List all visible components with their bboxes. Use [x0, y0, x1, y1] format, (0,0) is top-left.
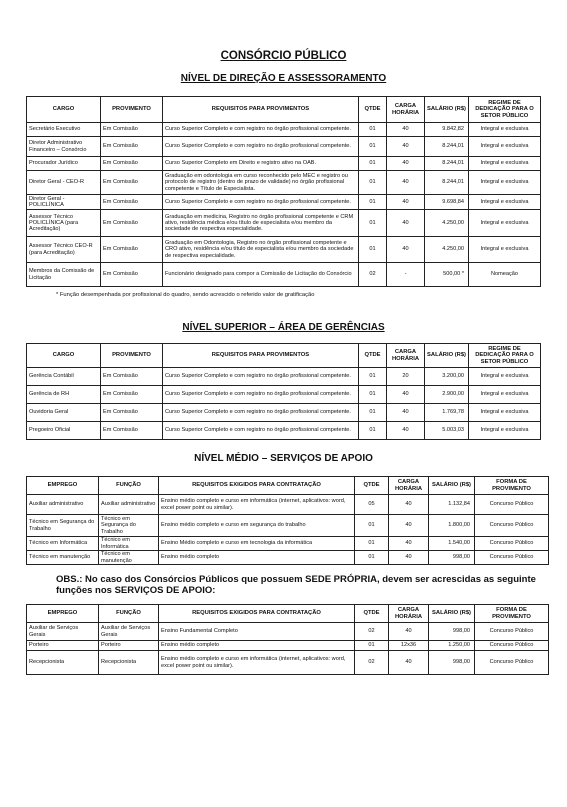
- table-row: [27, 623, 549, 641]
- cell-regime: Integral e exclusiva: [469, 137, 541, 157]
- cell-cargo: Gerência Contábil: [27, 368, 101, 386]
- cell-provimento: Em Comissão: [101, 171, 163, 195]
- cell-carga: 40: [389, 623, 429, 641]
- cell-requisitos: Curso Superior Completo e com registro no órgão profissional competente.: [163, 137, 359, 157]
- cell-forma: Concurso Público: [475, 641, 549, 651]
- cell-requisitos: Curso Superior Completo e com registro no órgão profissional competente.: [163, 422, 359, 440]
- table-row: [27, 537, 549, 551]
- cell-forma: Concurso Público: [475, 651, 549, 675]
- cell-cargo: Gerência de RH: [27, 386, 101, 404]
- cell-cargo: Secretário Executivo: [27, 123, 101, 137]
- table-medio: [26, 476, 549, 565]
- page-title: CONSÓRCIO PÚBLICO: [220, 50, 347, 62]
- header-cell: CARGA HORÁRIA: [387, 344, 425, 368]
- cell-requisitos: Curso Superior Completo e com registro no órgão profissional competente.: [163, 386, 359, 404]
- cell-cargo: Assessor Técnico POLICLÍNICA (para Acreditação): [27, 210, 101, 237]
- cell-emprego: Técnico em manutenção: [27, 551, 99, 565]
- header-cell: SALÁRIO (R$): [425, 97, 469, 123]
- table-row: [27, 195, 541, 210]
- header-cell: SALÁRIO (R$): [429, 477, 475, 495]
- cell-regime: Integral e exclusiva: [469, 157, 541, 171]
- cell-funcao: Técnico em Segurança do Trabalho: [99, 515, 159, 537]
- obs-note: OBS.: No caso dos Consórcios Públicos que possuem SEDE PRÓPRIA, devem ser acrescidas as seguinte funções nos SERVIÇOS DE APOIO:: [56, 574, 536, 596]
- cell-regime: Integral e exclusiva: [469, 195, 541, 210]
- cell-funcao: Recepcionista: [99, 651, 159, 675]
- cell-salario: 1.800,00: [429, 515, 475, 537]
- cell-cargo: Membros da Comissão de Licitação: [27, 263, 101, 287]
- cell-forma: Concurso Público: [475, 515, 549, 537]
- header-cell: PROVIMENTO: [101, 344, 163, 368]
- cell-provimento: Em Comissão: [101, 404, 163, 422]
- header-cell: REQUISITOS PARA PROVIMENTOS: [163, 97, 359, 123]
- cell-carga: 40: [387, 137, 425, 157]
- table-row: [27, 123, 541, 137]
- table-row: [27, 368, 541, 386]
- cell-carga: 40: [387, 157, 425, 171]
- header-cell: CARGO: [27, 97, 101, 123]
- cell-carga: 20: [387, 368, 425, 386]
- cell-requisitos: Curso Superior Completo em Direito e registro ativo na OAB.: [163, 157, 359, 171]
- cell-emprego: Técnico em Informática: [27, 537, 99, 551]
- cell-cargo: Diretor Administrativo Financeiro – Consórcio: [27, 137, 101, 157]
- header-cell: CARGO: [27, 344, 101, 368]
- cell-carga: 40: [389, 495, 429, 515]
- cell-regime: Integral e exclusiva: [469, 210, 541, 237]
- table-row: [27, 137, 541, 157]
- table-header-row: [27, 477, 549, 495]
- section-title-medio: NÍVEL MÉDIO – SERVIÇOS DE APOIO: [194, 453, 373, 464]
- cell-salario: 1.540,00: [429, 537, 475, 551]
- cell-provimento: Em Comissão: [101, 368, 163, 386]
- header-cell: CARGA HORÁRIA: [389, 605, 429, 623]
- cell-salario: 4.250,00: [425, 210, 469, 237]
- cell-funcao: Auxiliar administrativo: [99, 495, 159, 515]
- cell-carga: 12x36: [389, 641, 429, 651]
- header-cell: SALÁRIO (R$): [429, 605, 475, 623]
- cell-salario: 1.132,84: [429, 495, 475, 515]
- header-cell: EMPREGO: [27, 605, 99, 623]
- cell-salario: 4.250,00: [425, 237, 469, 263]
- header-cell: EMPREGO: [27, 477, 99, 495]
- header-cell: REQUISITOS EXIGIDOS PARA CONTRATAÇÃO: [159, 477, 355, 495]
- cell-regime: Integral e exclusiva: [469, 368, 541, 386]
- table-header-row: [27, 97, 541, 123]
- cell-requisitos: Funcionário designado para compor a Comissão de Licitação do Consórcio: [163, 263, 359, 287]
- cell-requisitos: Ensino médio completo e curso em informática (internet, aplicativos: word, excel power point ou similar).: [159, 651, 355, 675]
- table-row: [27, 386, 541, 404]
- header-cell: REGIME DE DEDICAÇÃO PARA O SETOR PÚBLICO: [469, 97, 541, 123]
- cell-requisitos: Ensino Médio completo e curso em tecnologia da informática: [159, 537, 355, 551]
- cell-qtde: 01: [355, 537, 389, 551]
- cell-requisitos: Graduação em medicina, Registro no órgão profissional competente e CRM ativo, residência médica e/ou título de especialista e/ou membro da sociedade de respectiva especialidade.: [163, 210, 359, 237]
- table-header-row: [27, 344, 541, 368]
- cell-provimento: Em Comissão: [101, 195, 163, 210]
- cell-emprego: Porteiro: [27, 641, 99, 651]
- header-cell: QTDE: [355, 477, 389, 495]
- cell-requisitos: Ensino Fundamental Completo: [159, 623, 355, 641]
- cell-qtde: 02: [355, 651, 389, 675]
- cell-qtde: 01: [359, 210, 387, 237]
- cell-regime: Integral e exclusiva: [469, 386, 541, 404]
- cell-salario: 8.244,01: [425, 171, 469, 195]
- table-row: [27, 641, 549, 651]
- cell-regime: Integral e exclusiva: [469, 237, 541, 263]
- cell-provimento: Em Comissão: [101, 422, 163, 440]
- table-superior: [26, 343, 541, 440]
- cell-salario: 8.244,01: [425, 137, 469, 157]
- cell-cargo: Ouvidoria Geral: [27, 404, 101, 422]
- table-row: [27, 515, 549, 537]
- header-cell: CARGA HORÁRIA: [389, 477, 429, 495]
- cell-carga: 40: [387, 195, 425, 210]
- cell-qtde: 01: [359, 123, 387, 137]
- cell-regime: Integral e exclusiva: [469, 123, 541, 137]
- section-title-superior: NÍVEL SUPERIOR – ÁREA DE GERÊNCIAS: [182, 322, 385, 333]
- cell-requisitos: Graduação em odontologia em curso reconhecido pelo MEC e registro ou protocolo de registro (dentro de prazo de validade) no órgão profissional competente e Título de Especialista.: [163, 171, 359, 195]
- cell-carga: -: [387, 263, 425, 287]
- cell-requisitos: Curso Superior Completo e com registro no órgão profissional competente.: [163, 195, 359, 210]
- cell-qtde: 01: [355, 551, 389, 565]
- header-cell: QTDE: [355, 605, 389, 623]
- table-row: [27, 404, 541, 422]
- cell-emprego: Técnico em Segurança do Trabalho: [27, 515, 99, 537]
- cell-forma: Concurso Público: [475, 537, 549, 551]
- cell-emprego: Auxiliar de Serviços Gerais: [27, 623, 99, 641]
- table-row: [27, 237, 541, 263]
- header-cell: PROVIMENTO: [101, 97, 163, 123]
- cell-qtde: 02: [359, 263, 387, 287]
- cell-requisitos: Ensino médio completo: [159, 641, 355, 651]
- cell-carga: 40: [389, 651, 429, 675]
- cell-provimento: Em Comissão: [101, 386, 163, 404]
- cell-cargo: Assessor Técnico CEO-R (para Acreditação): [27, 237, 101, 263]
- cell-requisitos: Ensino médio completo: [159, 551, 355, 565]
- cell-cargo: Pregoeiro Oficial: [27, 422, 101, 440]
- header-cell: QTDE: [359, 97, 387, 123]
- cell-qtde: 01: [359, 157, 387, 171]
- table-row: [27, 210, 541, 237]
- cell-salario: 2.900,00: [425, 386, 469, 404]
- cell-carga: 40: [389, 537, 429, 551]
- cell-carga: 40: [387, 210, 425, 237]
- cell-cargo: Diretor Geral - CEO-R: [27, 171, 101, 195]
- cell-salario: 9.698,84: [425, 195, 469, 210]
- table-row: [27, 157, 541, 171]
- header-cell: REQUISITOS PARA PROVIMENTOS: [163, 344, 359, 368]
- cell-salario: 1.769,78: [425, 404, 469, 422]
- cell-requisitos: Ensino médio completo e curso em segurança do trabalho: [159, 515, 355, 537]
- cell-qtde: 01: [355, 515, 389, 537]
- cell-forma: Concurso Público: [475, 551, 549, 565]
- header-cell: CARGA HORÁRIA: [387, 97, 425, 123]
- header-cell: FORMA DE PROVIMENTO: [475, 477, 549, 495]
- cell-salario: 500,00 *: [425, 263, 469, 287]
- cell-carga: 40: [387, 123, 425, 137]
- cell-salario: 998,00: [429, 623, 475, 641]
- cell-qtde: 01: [359, 386, 387, 404]
- cell-requisitos: Curso Superior Completo e com registro no órgão profissional competente.: [163, 123, 359, 137]
- cell-qtde: 01: [355, 641, 389, 651]
- table-header-row: [27, 605, 549, 623]
- cell-qtde: 01: [359, 171, 387, 195]
- header-cell: SALÁRIO (R$): [425, 344, 469, 368]
- cell-qtde: 02: [355, 623, 389, 641]
- table-row: [27, 422, 541, 440]
- cell-funcao: Porteiro: [99, 641, 159, 651]
- cell-forma: Concurso Público: [475, 495, 549, 515]
- cell-carga: 40: [387, 404, 425, 422]
- cell-funcao: Auxiliar de Serviços Gerais: [99, 623, 159, 641]
- cell-emprego: Auxiliar administrativo: [27, 495, 99, 515]
- table-row: [27, 171, 541, 195]
- table-row: [27, 263, 541, 287]
- cell-requisitos: Graduação em Odontologia, Registro no órgão profissional competente e CRO ativo, residência e/ou título de especialista e/ou membro da sociedade de respectiva especialidade.: [163, 237, 359, 263]
- table-row: [27, 651, 549, 675]
- cell-provimento: Em Comissão: [101, 263, 163, 287]
- footnote: * Função desempenhada por profissional do quadro, sendo acrescido o referido valor de gratificação: [56, 292, 315, 298]
- cell-carga: 40: [389, 515, 429, 537]
- table-direcao: [26, 96, 541, 287]
- cell-regime: Integral e exclusiva: [469, 404, 541, 422]
- cell-carga: 40: [387, 237, 425, 263]
- cell-provimento: Em Comissão: [101, 237, 163, 263]
- cell-regime: Nomeação: [469, 263, 541, 287]
- header-cell: REQUISITOS EXIGIDOS PARA CONTRATAÇÃO: [159, 605, 355, 623]
- cell-cargo: Diretor Geral - POLICLÍNICA: [27, 195, 101, 210]
- header-cell: FUNÇÃO: [99, 477, 159, 495]
- table-row: [27, 551, 549, 565]
- cell-qtde: 01: [359, 422, 387, 440]
- cell-provimento: Em Comissão: [101, 137, 163, 157]
- table-sede-propria: [26, 604, 549, 675]
- cell-carga: 40: [387, 171, 425, 195]
- cell-qtde: 05: [355, 495, 389, 515]
- cell-salario: 3.200,00: [425, 368, 469, 386]
- cell-provimento: Em Comissão: [101, 157, 163, 171]
- cell-cargo: Procurador Jurídico: [27, 157, 101, 171]
- cell-requisitos: Curso Superior Completo e com registro no órgão profissional competente.: [163, 368, 359, 386]
- cell-salario: 8.244,01: [425, 157, 469, 171]
- cell-salario: 998,00: [429, 551, 475, 565]
- header-cell: QTDE: [359, 344, 387, 368]
- cell-qtde: 01: [359, 404, 387, 422]
- header-cell: FORMA DE PROVIMENTO: [475, 605, 549, 623]
- section-title-direcao: NÍVEL DE DIREÇÃO E ASSESSORAMENTO: [180, 73, 387, 84]
- header-cell: FUNÇÃO: [99, 605, 159, 623]
- cell-provimento: Em Comissão: [101, 123, 163, 137]
- cell-carga: 40: [387, 422, 425, 440]
- cell-forma: Concurso Público: [475, 623, 549, 641]
- cell-requisitos: Ensino médio completo e curso em informática (internet, aplicativos: word, excel power point ou similar).: [159, 495, 355, 515]
- cell-carga: 40: [389, 551, 429, 565]
- cell-qtde: 01: [359, 195, 387, 210]
- table-row: [27, 495, 549, 515]
- header-cell: REGIME DE DEDICAÇÃO PARA O SETOR PÚBLICO: [469, 344, 541, 368]
- cell-salario: 1.250,00: [429, 641, 475, 651]
- cell-regime: Integral e exclusiva: [469, 171, 541, 195]
- cell-funcao: Técnico em Informática: [99, 537, 159, 551]
- cell-qtde: 01: [359, 237, 387, 263]
- cell-qtde: 01: [359, 368, 387, 386]
- cell-salario: 9.842,82: [425, 123, 469, 137]
- cell-requisitos: Curso Superior Completo e com registro no órgão profissional competente.: [163, 404, 359, 422]
- cell-emprego: Recepcionista: [27, 651, 99, 675]
- cell-qtde: 01: [359, 137, 387, 157]
- cell-salario: 5.003,03: [425, 422, 469, 440]
- cell-carga: 40: [387, 386, 425, 404]
- cell-funcao: Técnico em manutenção: [99, 551, 159, 565]
- cell-provimento: Em Comissão: [101, 210, 163, 237]
- cell-regime: Integral e exclusiva: [469, 422, 541, 440]
- cell-salario: 998,00: [429, 651, 475, 675]
